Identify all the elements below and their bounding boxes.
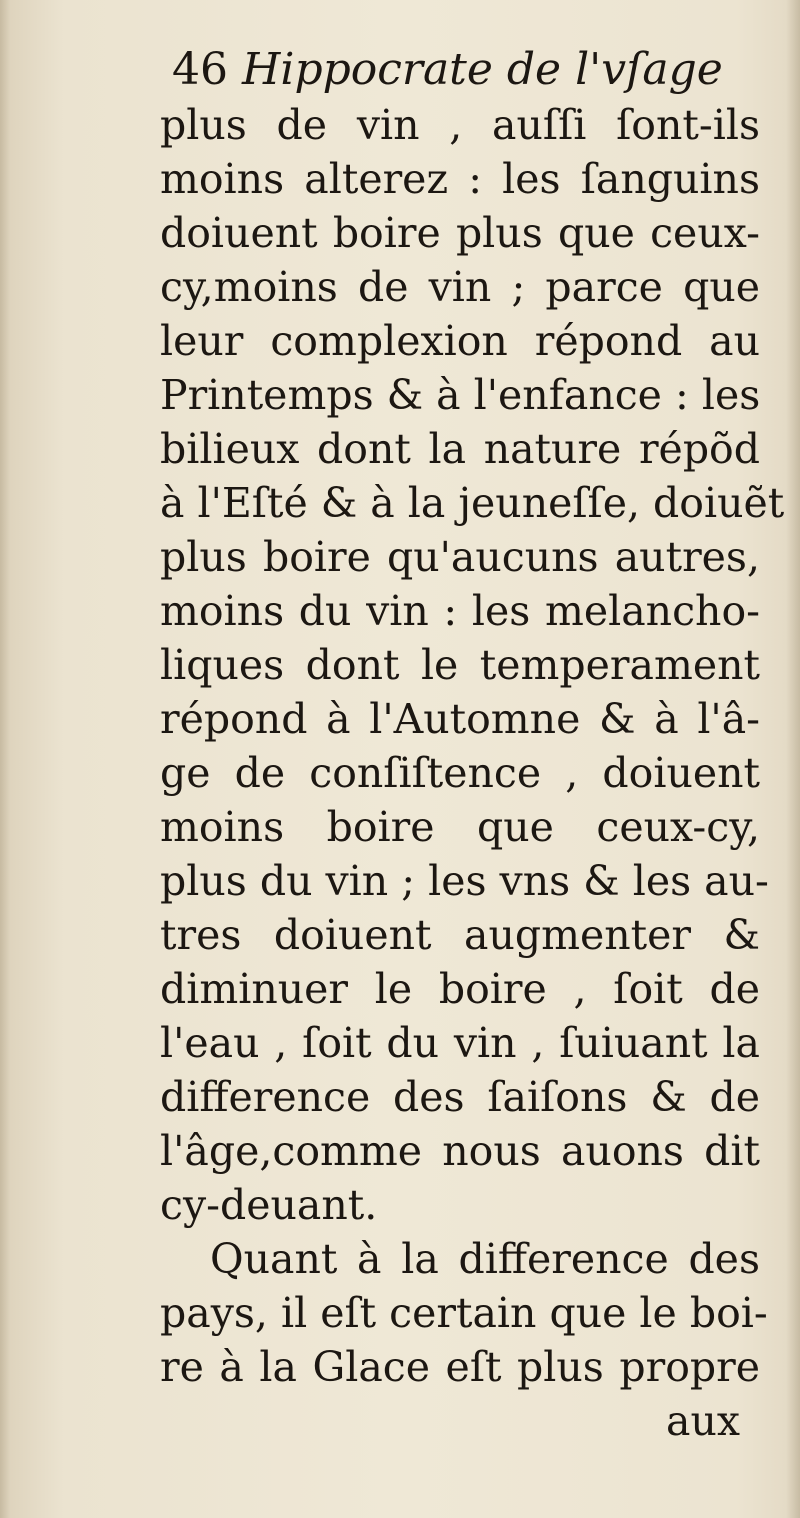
page-edge-shadow-right: [786, 0, 800, 1518]
text-line: moins du vin : les melancho-: [160, 587, 760, 635]
text-line: cy,moins de vin ; parce que: [160, 263, 760, 311]
body-text: [160, 98, 785, 1448]
text-line: plus de vin , auſſi ſont-ils: [160, 101, 760, 149]
text-line: pays, il eſt certain que le boi-: [160, 1289, 768, 1337]
text-line: Printemps & à l'enfance : les: [160, 371, 761, 419]
text-line: répond à l'Automne & à l'â-: [160, 695, 760, 743]
text-line: plus du vin ; les vns & les au-: [160, 857, 769, 905]
text-line: plus boire qu'aucuns autres,: [160, 533, 760, 581]
text-line: tres doiuent augmenter &: [160, 911, 760, 959]
text-line: liques dont le temperament: [160, 641, 760, 689]
text-line: difference des ſaiſons & de: [160, 1073, 760, 1121]
text-line: re à la Glace eſt plus propre: [160, 1343, 760, 1391]
text-line: bilieux dont la nature répõd: [160, 425, 760, 473]
text-line-paragraph-end: cy-deuant.: [160, 1181, 378, 1229]
text-line: leur complexion répond au: [160, 317, 760, 365]
text-line: doiuent boire plus que ceux-: [160, 209, 760, 257]
text-line-paragraph-start: Quant à la difference des: [210, 1235, 760, 1283]
running-title: Hippocrate de l'vſage: [242, 44, 723, 95]
catchword: aux: [666, 1397, 740, 1445]
text-line: l'âge,comme nous auons dit: [160, 1127, 760, 1175]
text-line: ge de conſiſtence , doiuent: [160, 749, 760, 797]
text-line: moins boire que ceux-cy,: [160, 803, 760, 851]
page-edge-shadow-left: [0, 0, 10, 1518]
running-header: [172, 38, 772, 102]
text-line: moins alterez : les ſanguins: [160, 155, 760, 203]
page-number: 46: [172, 44, 228, 95]
text-line: diminuer le boire , ſoit de: [160, 965, 760, 1013]
text-line: à l'Eſté & à la jeuneſſe, doiuẽt: [160, 479, 785, 527]
text-line: l'eau , ſoit du vin , ſuiuant la: [160, 1019, 760, 1067]
